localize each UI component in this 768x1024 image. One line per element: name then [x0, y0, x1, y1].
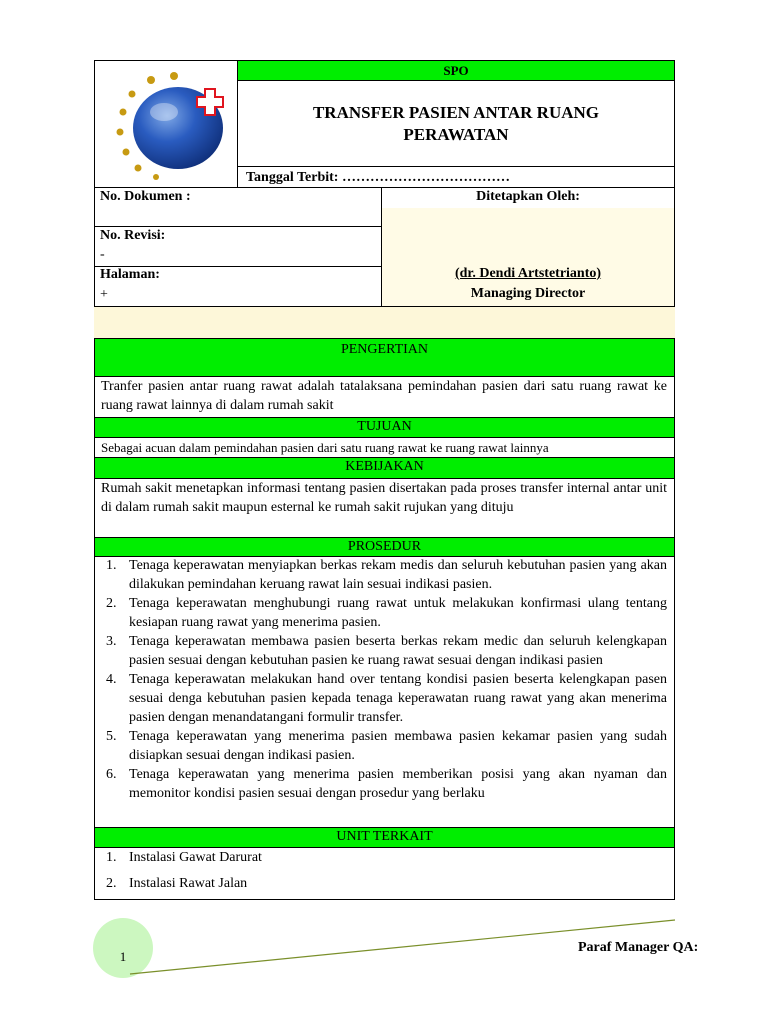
paraf-manager-label: Paraf Manager QA: [578, 940, 699, 955]
section-header-prosedur: PROSEDUR [95, 538, 674, 556]
section-header-tujuan: TUJUAN [95, 418, 674, 437]
list-item-text: Instalasi Gawat Darurat [129, 850, 262, 865]
list-item [101, 874, 667, 894]
tanggal-terbit: Tanggal Terbit: ……………………………… [238, 166, 674, 188]
list-item-number: 2. [106, 596, 117, 611]
page-number: 1 [119, 949, 127, 964]
no-revisi-label: No. Revisi: [100, 228, 166, 243]
list-item-number: 1. [106, 850, 117, 865]
hospital-logo-icon [94, 60, 238, 188]
list-item-number: 3. [106, 634, 117, 649]
logo-star-icon [123, 149, 130, 156]
list-item [101, 727, 667, 765]
logo-star-icon [120, 109, 127, 116]
unit-list [101, 848, 667, 894]
logo-star-icon [170, 72, 178, 80]
list-item [101, 632, 667, 670]
list-item [101, 556, 667, 594]
signer-name: (dr. Dendi Artstetrianto) [454, 266, 602, 281]
section-header-unit-terkait: UNIT TERKAIT [95, 828, 674, 847]
section-header-kebijakan: KEBIJAKAN [95, 458, 674, 478]
logo-cell [94, 60, 238, 188]
section-header-pengertian: PENGERTIAN [95, 339, 674, 376]
list-item-number: 6. [106, 767, 117, 782]
logo-star-icon [129, 91, 136, 98]
logo-star-icon [147, 76, 155, 84]
tujuan-text: Sebagai acuan dalam pemindahan pasien dari satu ruang rawat ke ruang rawat lainnya [101, 440, 549, 455]
document-title: TRANSFER PASIEN ANTAR RUANG PERAWATAN [312, 103, 600, 144]
list-item [101, 848, 667, 868]
list-item [101, 765, 667, 803]
list-item [101, 670, 667, 727]
list-item-number: 5. [106, 729, 117, 744]
list-item-text: Tenaga keperawatan menghubungi ruang rawat untuk melakukan konfirmasi ulang tentang kesiapan ruang rawat yang menerima pasien. [129, 596, 667, 630]
list-item-number: 1. [106, 558, 117, 573]
halaman-label: Halaman: [100, 267, 160, 282]
no-dokumen-label: No. Dokumen : [100, 189, 191, 204]
spo-label: SPO [238, 61, 674, 81]
no-revisi-value: - [100, 247, 105, 262]
logo-star-icon [117, 129, 124, 136]
pengertian-text: Tranfer pasien antar ruang rawat adalah tatalaksana pemindahan pasien dari satu ruang rawat ke ruang rawat lainnya di dalam rumah sakit [101, 379, 667, 413]
logo-star-icon [135, 165, 142, 172]
kebijakan-text: Rumah sakit menetapkan informasi tentang pasien disertakan pada proses transfer internal antar unit di dalam rumah sakit maupun esternal ke rumah sakit rujukan yang dituju [101, 481, 667, 515]
list-item-number: 2. [106, 876, 117, 891]
list-item-text: Tenaga keperawatan melakukan hand over tentang kondisi pasien beserta kelengkapan pasen sesuai denga kebutuhan pasien kepada tenaga keperawatan ruang rawat yang akan menerima pasien dengan menandatangani formulir transfer. [129, 672, 667, 725]
watermark-tint [94, 307, 675, 339]
list-item-text: Tenaga keperawatan membawa pasien beserta berkas rekam medic dan seluruh kelengkapan pasien sesuai dengan kebutuhan pasien ke ruang rawat sesuai dengan indikasi pasien [129, 634, 667, 668]
halaman-value: + [100, 287, 108, 302]
list-item [101, 594, 667, 632]
list-item-text: Instalasi Rawat Jalan [129, 876, 248, 891]
logo-star-icon [153, 174, 159, 180]
divider [94, 187, 675, 188]
list-item-text: Tenaga keperawatan yang menerima pasien membawa pasien kekamar pasien yang sudah disiapkan sesuai dengan indikasi pasien. [129, 729, 667, 763]
ditetapkan-label: Ditetapkan Oleh: [476, 189, 580, 204]
divider [94, 226, 381, 227]
list-item-number: 4. [106, 672, 117, 687]
list-item-text: Tenaga keperawatan menyiapkan berkas rekam medis dan seluruh kebutuhan pasien yang akan dilakukan pemindahan keruang rawat lain sesuai indikasi pasien. [129, 558, 667, 592]
list-item-text: Tenaga keperawatan yang menerima pasien memberikan posisi yang akan nyaman dan memonitor kondisi pasien sesuai dengan prosedur yang berlaku [129, 767, 667, 801]
prosedur-list [101, 556, 667, 803]
signer-title: Managing Director [470, 286, 586, 301]
